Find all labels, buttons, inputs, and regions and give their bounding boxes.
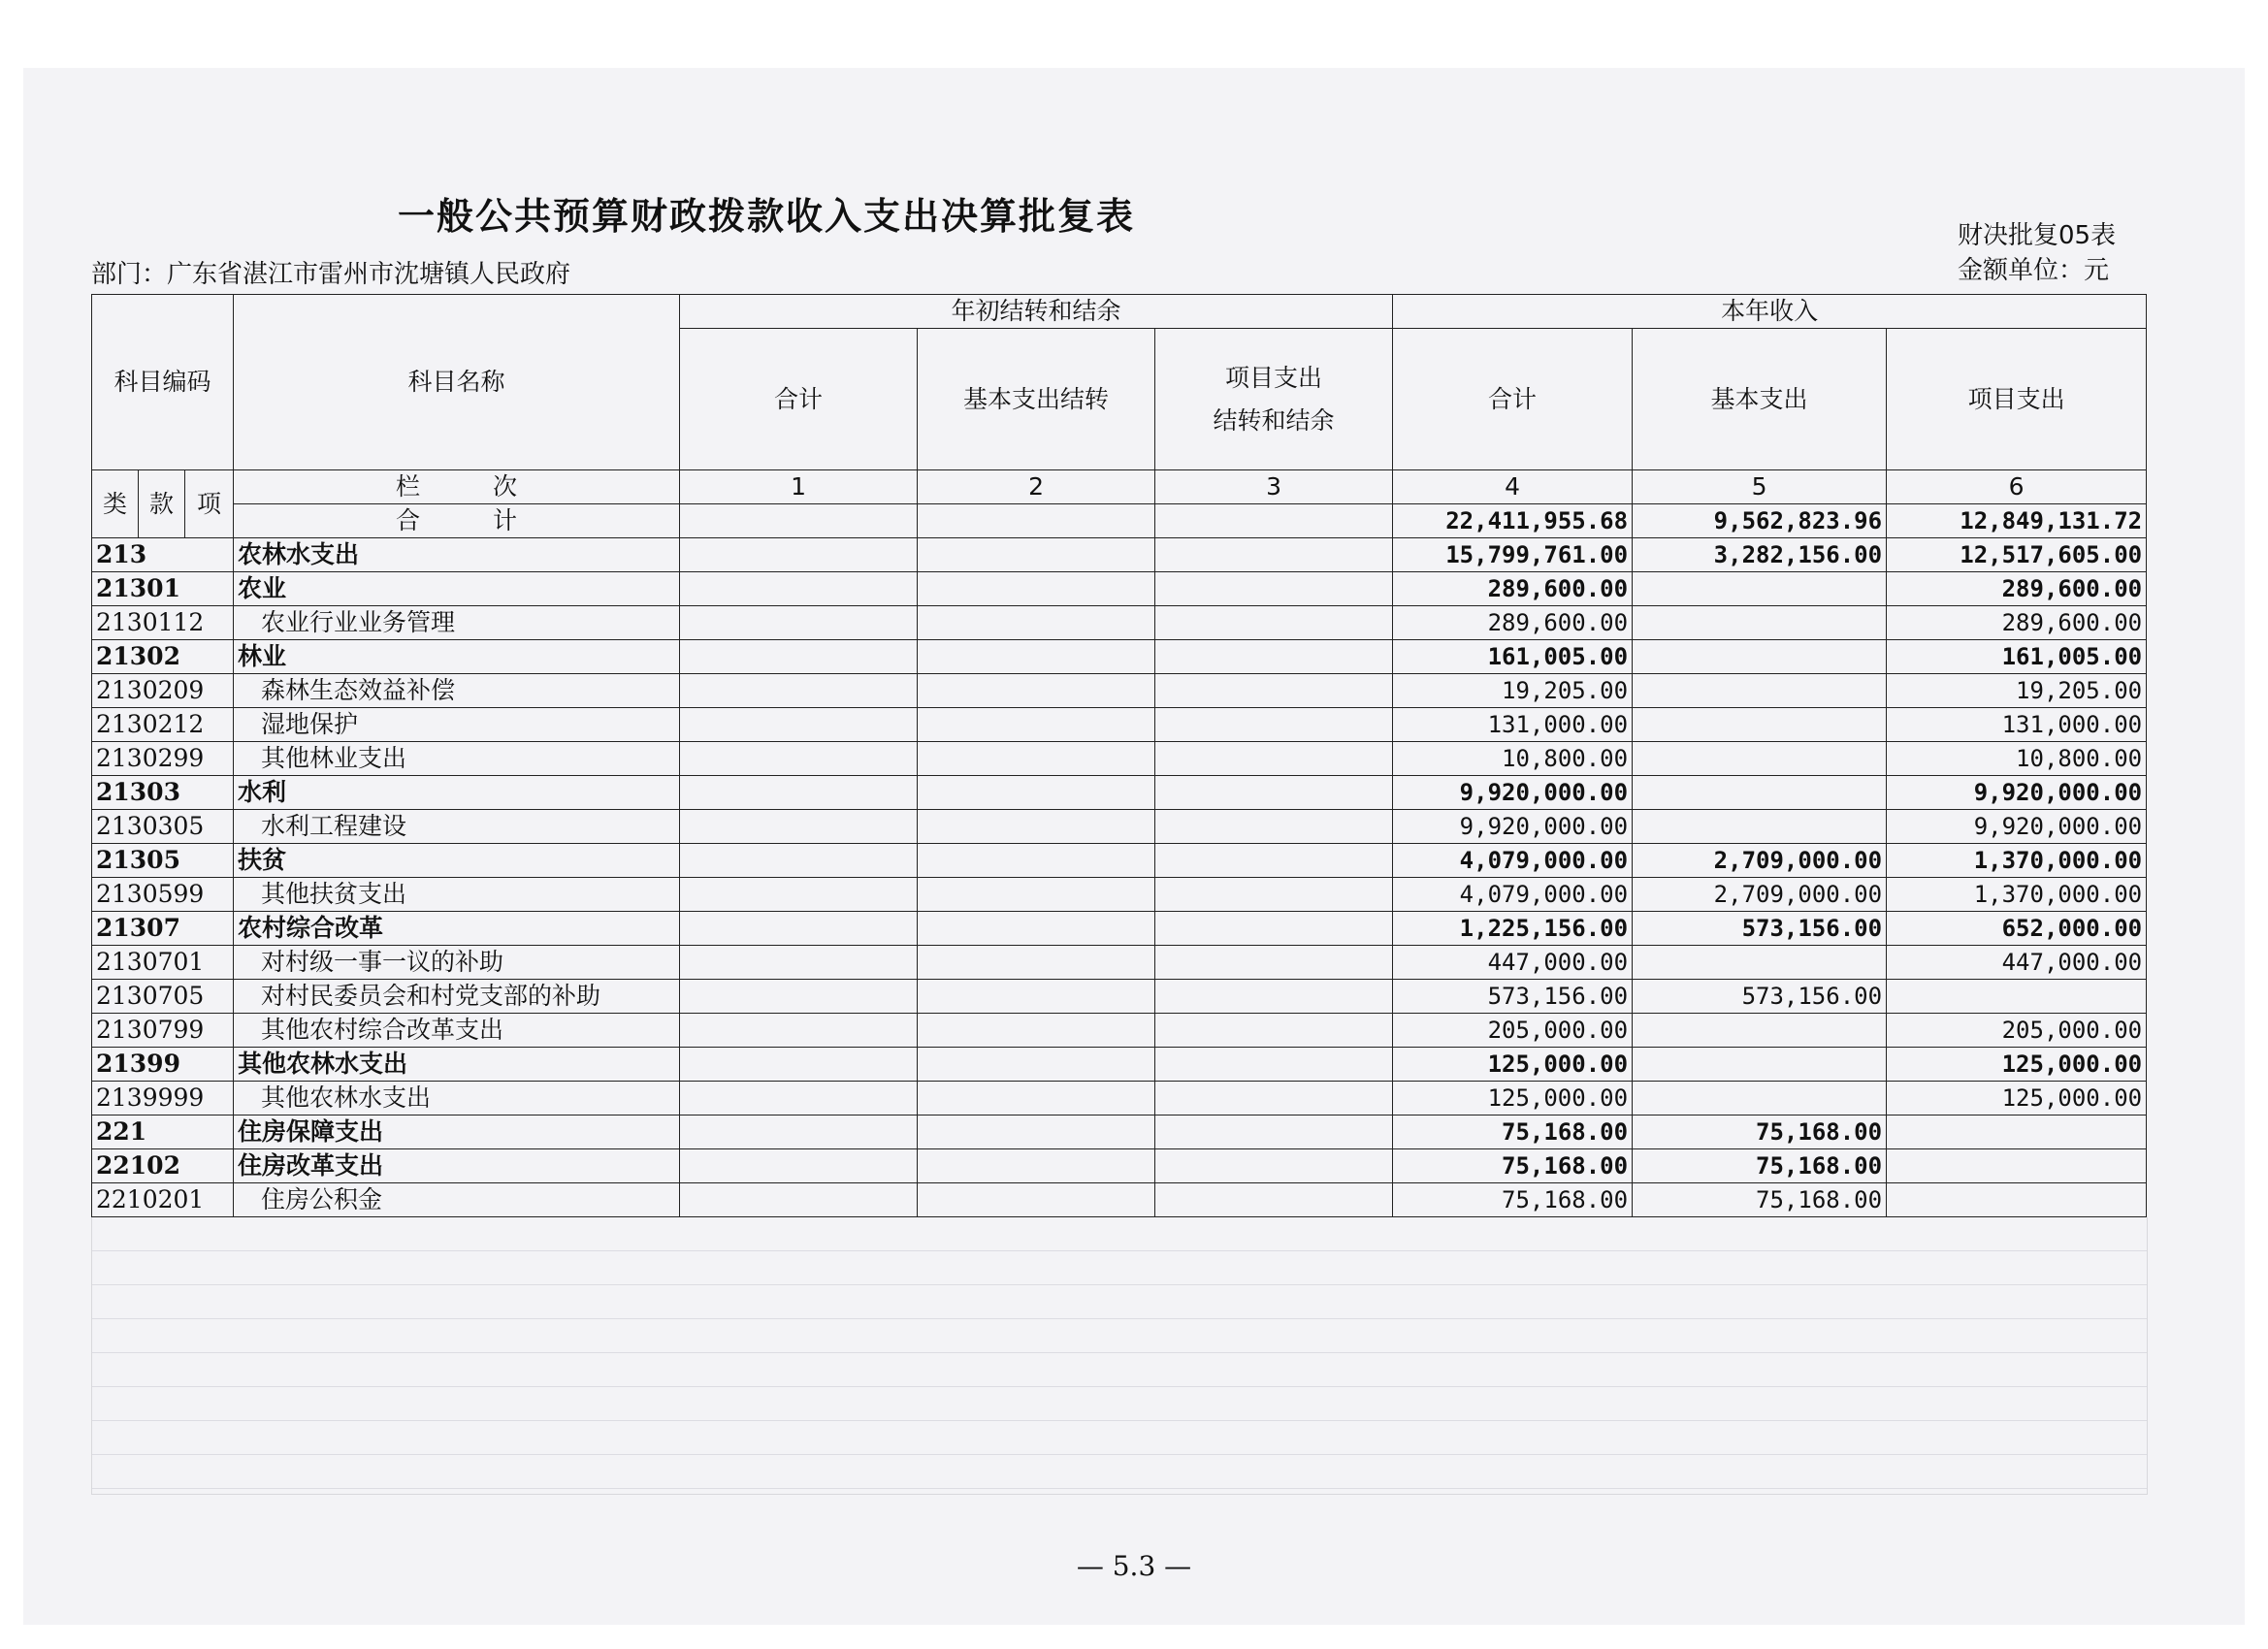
subject-code-cell: 221 bbox=[92, 1116, 234, 1149]
header-income-basic: 基本支出 bbox=[1633, 329, 1887, 470]
header-income-total: 合计 bbox=[1393, 329, 1633, 470]
table-row bbox=[92, 1082, 2147, 1116]
carry-basic-cell bbox=[918, 1149, 1155, 1183]
subject-code-cell: 2130705 bbox=[92, 980, 234, 1014]
budget-table bbox=[91, 294, 2147, 1217]
subject-name-cell: 湿地保护 bbox=[234, 708, 680, 742]
subject-name-cell: 其他扶贫支出 bbox=[234, 878, 680, 912]
income-basic-cell bbox=[1633, 946, 1887, 980]
col-number-2: 2 bbox=[918, 470, 1155, 504]
carry-total-cell bbox=[680, 810, 918, 844]
subject-name-cell: 对村级一事一议的补助 bbox=[234, 946, 680, 980]
subject-code-cell: 2130112 bbox=[92, 606, 234, 640]
subject-code-cell: 22102 bbox=[92, 1149, 234, 1183]
income-total-cell: 4,079,000.00 bbox=[1393, 878, 1633, 912]
table-row bbox=[92, 1116, 2147, 1149]
carry-project-cell bbox=[1155, 776, 1393, 810]
total-income-total: 22,411,955.68 bbox=[1393, 504, 1633, 538]
income-basic-cell bbox=[1633, 742, 1887, 776]
subject-name-cell: 农村综合改革 bbox=[234, 912, 680, 946]
carry-total-cell bbox=[680, 878, 918, 912]
table-row bbox=[92, 980, 2147, 1014]
income-project-cell: 125,000.00 bbox=[1887, 1048, 2147, 1082]
table-row bbox=[92, 1183, 2147, 1217]
income-basic-cell bbox=[1633, 810, 1887, 844]
carry-total-cell bbox=[680, 1082, 918, 1116]
header-kuan: 款 bbox=[139, 470, 185, 538]
subject-name-cell: 住房公积金 bbox=[234, 1183, 680, 1217]
carry-project-cell bbox=[1155, 810, 1393, 844]
header-subject-code: 科目编码 bbox=[92, 295, 234, 470]
carry-basic-cell bbox=[918, 674, 1155, 708]
total-carry-project bbox=[1155, 504, 1393, 538]
table-row bbox=[92, 640, 2147, 674]
header-row-1 bbox=[92, 295, 2147, 329]
carry-total-cell bbox=[680, 1014, 918, 1048]
carry-project-cell bbox=[1155, 844, 1393, 878]
income-total-cell: 75,168.00 bbox=[1393, 1149, 1633, 1183]
table-row bbox=[92, 844, 2147, 878]
income-total-cell: 205,000.00 bbox=[1393, 1014, 1633, 1048]
carry-project-cell bbox=[1155, 1149, 1393, 1183]
subject-code-cell: 2130799 bbox=[92, 1014, 234, 1048]
header-heji: 合 计 bbox=[234, 504, 680, 538]
table-row bbox=[92, 1048, 2147, 1082]
subject-name-cell: 农业行业业务管理 bbox=[234, 606, 680, 640]
subject-name-cell: 水利工程建设 bbox=[234, 810, 680, 844]
subject-name-cell: 其他农林水支出 bbox=[234, 1048, 680, 1082]
income-project-cell bbox=[1887, 1149, 2147, 1183]
income-basic-cell: 573,156.00 bbox=[1633, 912, 1887, 946]
header-income-group: 本年收入 bbox=[1393, 295, 2147, 329]
carry-basic-cell bbox=[918, 878, 1155, 912]
income-basic-cell bbox=[1633, 640, 1887, 674]
carry-project-cell bbox=[1155, 674, 1393, 708]
subject-name-cell: 住房改革支出 bbox=[234, 1149, 680, 1183]
subject-name-cell: 对村民委员会和村党支部的补助 bbox=[234, 980, 680, 1014]
carry-total-cell bbox=[680, 572, 918, 606]
subject-name-cell: 农林水支出 bbox=[234, 538, 680, 572]
income-basic-cell: 2,709,000.00 bbox=[1633, 878, 1887, 912]
carry-total-cell bbox=[680, 912, 918, 946]
subject-code-cell: 2130299 bbox=[92, 742, 234, 776]
header-income-project: 项目支出 bbox=[1887, 329, 2147, 470]
income-total-cell: 4,079,000.00 bbox=[1393, 844, 1633, 878]
table-row bbox=[92, 538, 2147, 572]
carry-total-cell bbox=[680, 776, 918, 810]
total-carry-total bbox=[680, 504, 918, 538]
carry-project-cell bbox=[1155, 1082, 1393, 1116]
header-lanci: 栏 次 bbox=[234, 470, 680, 504]
income-project-cell: 205,000.00 bbox=[1887, 1014, 2147, 1048]
total-income-project: 12,849,131.72 bbox=[1887, 504, 2147, 538]
header-xiang: 项 bbox=[185, 470, 234, 538]
carry-basic-cell bbox=[918, 1116, 1155, 1149]
income-project-cell: 125,000.00 bbox=[1887, 1082, 2147, 1116]
department-label: 部门：广东省湛江市雷州市沈塘镇人民政府 bbox=[91, 260, 571, 289]
table-row bbox=[92, 1149, 2147, 1183]
carry-project-cell bbox=[1155, 572, 1393, 606]
income-total-cell: 131,000.00 bbox=[1393, 708, 1633, 742]
table-row bbox=[92, 878, 2147, 912]
carry-total-cell bbox=[680, 708, 918, 742]
header-carry-total: 合计 bbox=[680, 329, 918, 470]
income-total-cell: 75,168.00 bbox=[1393, 1183, 1633, 1217]
income-total-cell: 19,205.00 bbox=[1393, 674, 1633, 708]
income-basic-cell bbox=[1633, 776, 1887, 810]
carry-project-cell bbox=[1155, 1183, 1393, 1217]
subject-name-cell: 其他农村综合改革支出 bbox=[234, 1014, 680, 1048]
income-basic-cell bbox=[1633, 674, 1887, 708]
carry-basic-cell bbox=[918, 640, 1155, 674]
header-carry-project: 项目支出 结转和结余 bbox=[1155, 329, 1393, 470]
carry-basic-cell bbox=[918, 980, 1155, 1014]
income-basic-cell: 2,709,000.00 bbox=[1633, 844, 1887, 878]
income-project-cell: 447,000.00 bbox=[1887, 946, 2147, 980]
income-project-cell bbox=[1887, 980, 2147, 1014]
carry-total-cell bbox=[680, 1116, 918, 1149]
carry-total-cell bbox=[680, 1048, 918, 1082]
carry-project-cell bbox=[1155, 1116, 1393, 1149]
col-number-4: 4 bbox=[1393, 470, 1633, 504]
subject-name-cell: 扶贫 bbox=[234, 844, 680, 878]
subject-name-cell: 其他农林水支出 bbox=[234, 1082, 680, 1116]
carry-project-cell bbox=[1155, 538, 1393, 572]
carry-basic-cell bbox=[918, 1048, 1155, 1082]
income-project-cell: 9,920,000.00 bbox=[1887, 776, 2147, 810]
carry-basic-cell bbox=[918, 742, 1155, 776]
income-total-cell: 15,799,761.00 bbox=[1393, 538, 1633, 572]
col-number-3: 3 bbox=[1155, 470, 1393, 504]
carry-total-cell bbox=[680, 1183, 918, 1217]
income-project-cell: 289,600.00 bbox=[1887, 606, 2147, 640]
table-row bbox=[92, 912, 2147, 946]
total-carry-basic bbox=[918, 504, 1155, 538]
form-number: 财决批复05表 bbox=[1958, 221, 2117, 250]
page-title: 一般公共预算财政拨款收入支出决算批复表 bbox=[397, 195, 1135, 238]
header-subject-name: 科目名称 bbox=[234, 295, 680, 470]
income-project-cell bbox=[1887, 1116, 2147, 1149]
subject-code-cell: 21307 bbox=[92, 912, 234, 946]
carry-project-cell bbox=[1155, 708, 1393, 742]
income-basic-cell bbox=[1633, 1014, 1887, 1048]
subject-code-cell: 2130212 bbox=[92, 708, 234, 742]
carry-project-cell bbox=[1155, 1048, 1393, 1082]
subject-name-cell: 水利 bbox=[234, 776, 680, 810]
carry-project-cell bbox=[1155, 946, 1393, 980]
table-row bbox=[92, 946, 2147, 980]
income-total-cell: 9,920,000.00 bbox=[1393, 776, 1633, 810]
carry-basic-cell bbox=[918, 538, 1155, 572]
carry-project-cell bbox=[1155, 640, 1393, 674]
income-total-cell: 10,800.00 bbox=[1393, 742, 1633, 776]
income-total-cell: 289,600.00 bbox=[1393, 572, 1633, 606]
income-project-cell: 161,005.00 bbox=[1887, 640, 2147, 674]
table-row bbox=[92, 1014, 2147, 1048]
income-total-cell: 75,168.00 bbox=[1393, 1116, 1633, 1149]
column-number-row bbox=[92, 470, 2147, 504]
income-project-cell bbox=[1887, 1183, 2147, 1217]
subject-name-cell: 住房保障支出 bbox=[234, 1116, 680, 1149]
page-margin-top bbox=[0, 0, 2268, 68]
income-total-cell: 161,005.00 bbox=[1393, 640, 1633, 674]
subject-code-cell: 2210201 bbox=[92, 1183, 234, 1217]
header-lei: 类 bbox=[92, 470, 139, 538]
income-total-cell: 9,920,000.00 bbox=[1393, 810, 1633, 844]
faded-bleed-through-area bbox=[91, 1217, 2148, 1495]
income-project-cell: 1,370,000.00 bbox=[1887, 844, 2147, 878]
subject-code-cell: 2130599 bbox=[92, 878, 234, 912]
table-row bbox=[92, 810, 2147, 844]
income-basic-cell bbox=[1633, 1082, 1887, 1116]
carry-basic-cell bbox=[918, 776, 1155, 810]
carry-basic-cell bbox=[918, 1183, 1155, 1217]
income-project-cell: 12,517,605.00 bbox=[1887, 538, 2147, 572]
header-carryover-group: 年初结转和结余 bbox=[680, 295, 1393, 329]
subject-name-cell: 森林生态效益补偿 bbox=[234, 674, 680, 708]
income-basic-cell bbox=[1633, 1048, 1887, 1082]
table-row bbox=[92, 742, 2147, 776]
total-income-basic: 9,562,823.96 bbox=[1633, 504, 1887, 538]
carry-basic-cell bbox=[918, 572, 1155, 606]
carry-total-cell bbox=[680, 844, 918, 878]
table-row bbox=[92, 606, 2147, 640]
carry-total-cell bbox=[680, 946, 918, 980]
income-total-cell: 573,156.00 bbox=[1393, 980, 1633, 1014]
carry-project-cell bbox=[1155, 980, 1393, 1014]
carry-basic-cell bbox=[918, 1082, 1155, 1116]
income-basic-cell: 75,168.00 bbox=[1633, 1149, 1887, 1183]
income-project-cell: 131,000.00 bbox=[1887, 708, 2147, 742]
subject-code-cell: 213 bbox=[92, 538, 234, 572]
carry-project-cell bbox=[1155, 912, 1393, 946]
total-row bbox=[92, 504, 2147, 538]
income-total-cell: 1,225,156.00 bbox=[1393, 912, 1633, 946]
col-number-1: 1 bbox=[680, 470, 918, 504]
col-number-6: 6 bbox=[1887, 470, 2147, 504]
income-basic-cell bbox=[1633, 606, 1887, 640]
carry-project-cell bbox=[1155, 606, 1393, 640]
carry-basic-cell bbox=[918, 606, 1155, 640]
income-total-cell: 447,000.00 bbox=[1393, 946, 1633, 980]
table-row bbox=[92, 708, 2147, 742]
table-row bbox=[92, 674, 2147, 708]
subject-code-cell: 2130305 bbox=[92, 810, 234, 844]
income-total-cell: 125,000.00 bbox=[1393, 1048, 1633, 1082]
subject-code-cell: 21303 bbox=[92, 776, 234, 810]
income-project-cell: 19,205.00 bbox=[1887, 674, 2147, 708]
subject-name-cell: 农业 bbox=[234, 572, 680, 606]
subject-code-cell: 21302 bbox=[92, 640, 234, 674]
subject-code-cell: 21399 bbox=[92, 1048, 234, 1082]
carry-project-cell bbox=[1155, 1014, 1393, 1048]
carry-basic-cell bbox=[918, 946, 1155, 980]
subject-code-cell: 2130209 bbox=[92, 674, 234, 708]
carry-total-cell bbox=[680, 640, 918, 674]
income-project-cell: 9,920,000.00 bbox=[1887, 810, 2147, 844]
income-basic-cell bbox=[1633, 708, 1887, 742]
amount-unit: 金额单位：元 bbox=[1958, 256, 2110, 285]
page-number: — 5.3 — bbox=[1076, 1550, 1192, 1582]
subject-code-cell: 2139999 bbox=[92, 1082, 234, 1116]
income-project-cell: 652,000.00 bbox=[1887, 912, 2147, 946]
subject-name-cell: 林业 bbox=[234, 640, 680, 674]
carry-total-cell bbox=[680, 606, 918, 640]
income-project-cell: 1,370,000.00 bbox=[1887, 878, 2147, 912]
income-total-cell: 125,000.00 bbox=[1393, 1082, 1633, 1116]
header-carry-basic: 基本支出结转 bbox=[918, 329, 1155, 470]
income-project-cell: 10,800.00 bbox=[1887, 742, 2147, 776]
carry-project-cell bbox=[1155, 878, 1393, 912]
subject-code-cell: 2130701 bbox=[92, 946, 234, 980]
carry-project-cell bbox=[1155, 742, 1393, 776]
income-basic-cell: 75,168.00 bbox=[1633, 1116, 1887, 1149]
income-basic-cell: 75,168.00 bbox=[1633, 1183, 1887, 1217]
income-project-cell: 289,600.00 bbox=[1887, 572, 2147, 606]
table-row bbox=[92, 776, 2147, 810]
subject-code-cell: 21305 bbox=[92, 844, 234, 878]
income-basic-cell: 3,282,156.00 bbox=[1633, 538, 1887, 572]
carry-total-cell bbox=[680, 980, 918, 1014]
income-basic-cell bbox=[1633, 572, 1887, 606]
carry-total-cell bbox=[680, 742, 918, 776]
col-number-5: 5 bbox=[1633, 470, 1887, 504]
carry-basic-cell bbox=[918, 810, 1155, 844]
subject-name-cell: 其他林业支出 bbox=[234, 742, 680, 776]
table-row bbox=[92, 572, 2147, 606]
carry-total-cell bbox=[680, 1149, 918, 1183]
carry-basic-cell bbox=[918, 912, 1155, 946]
subject-code-cell: 21301 bbox=[92, 572, 234, 606]
carry-basic-cell bbox=[918, 1014, 1155, 1048]
carry-total-cell bbox=[680, 674, 918, 708]
carry-total-cell bbox=[680, 538, 918, 572]
carry-basic-cell bbox=[918, 708, 1155, 742]
carry-basic-cell bbox=[918, 844, 1155, 878]
income-total-cell: 289,600.00 bbox=[1393, 606, 1633, 640]
income-basic-cell: 573,156.00 bbox=[1633, 980, 1887, 1014]
